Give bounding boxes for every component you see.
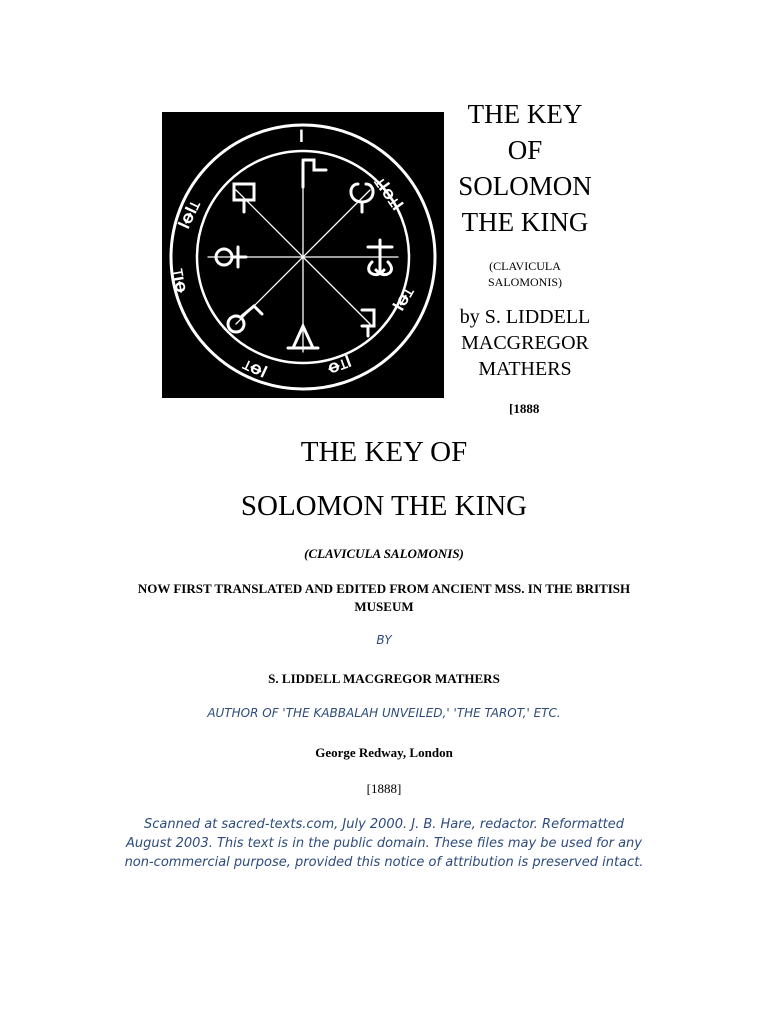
main-title-line-1: THE KEY OF	[300, 436, 468, 468]
by-label: BY	[376, 633, 392, 647]
translation-note: NOW FIRST TRANSLATED AND EDITED FROM ANCIENT MSS. IN THE BRITISH MUSEUM	[137, 581, 631, 614]
header-title-line: SOLOMON	[458, 171, 592, 201]
header-author-line: MATHERS	[478, 358, 572, 380]
pentacle-seal-icon	[162, 112, 444, 398]
svg-text:ꟾꝊꟾꞱ: ꟾꝊꟾꞱ	[178, 199, 204, 232]
header-title-block	[444, 96, 606, 382]
header-title-line: OF	[507, 135, 543, 165]
header-title-line: THE KING	[461, 207, 589, 237]
header-title-line: THE KEY	[467, 99, 583, 129]
copyright-notice: Scanned at sacred-texts.com, July 2000. J. B. Hare, redactor. Reformatted August 2003. This text is in the public domain. These files may be used for any non-commercial purpose, provided this notice of attribution is preserved intact.	[124, 817, 644, 870]
seal-image	[162, 112, 444, 398]
svg-text:ꟾ: ꟾ	[299, 131, 304, 146]
svg-text:ꝊꞱꟾ: ꝊꞱꟾ	[326, 355, 354, 378]
main-title-line-2: SOLOMON THE KING	[240, 490, 528, 522]
header-author-line: by S. LIDDELL	[459, 306, 591, 328]
header-author-line: MACGREGOR	[461, 332, 589, 354]
svg-text:ꞱꝊꟾ: ꞱꝊꟾ	[240, 358, 269, 382]
svg-text:ꝊꟾꞱ: ꝊꟾꞱ	[170, 267, 190, 294]
author-of-line: AUTHOR OF 'THE KABBALAH UNVEILED,' 'THE TAROT,' ETC.	[207, 706, 561, 720]
publisher: George Redway, London	[315, 745, 453, 760]
header-latin-line: (CLAVICULA	[489, 259, 561, 273]
publication-year: [1888]	[366, 781, 402, 796]
header-year: [1888	[509, 401, 540, 416]
subtitle: (CLAVICULA SALOMONIS)	[304, 546, 464, 561]
author-name: S. LIDDELL MACGREGOR MATHERS	[268, 671, 500, 686]
svg-text:ꞱꟾꝊꞱꟾ: ꞱꟾꝊꞱꟾ	[370, 175, 404, 214]
svg-text:ꟾꝊꞱ: ꟾꝊꞱ	[392, 285, 418, 314]
header-latin-line: SALOMONIS)	[487, 275, 562, 289]
